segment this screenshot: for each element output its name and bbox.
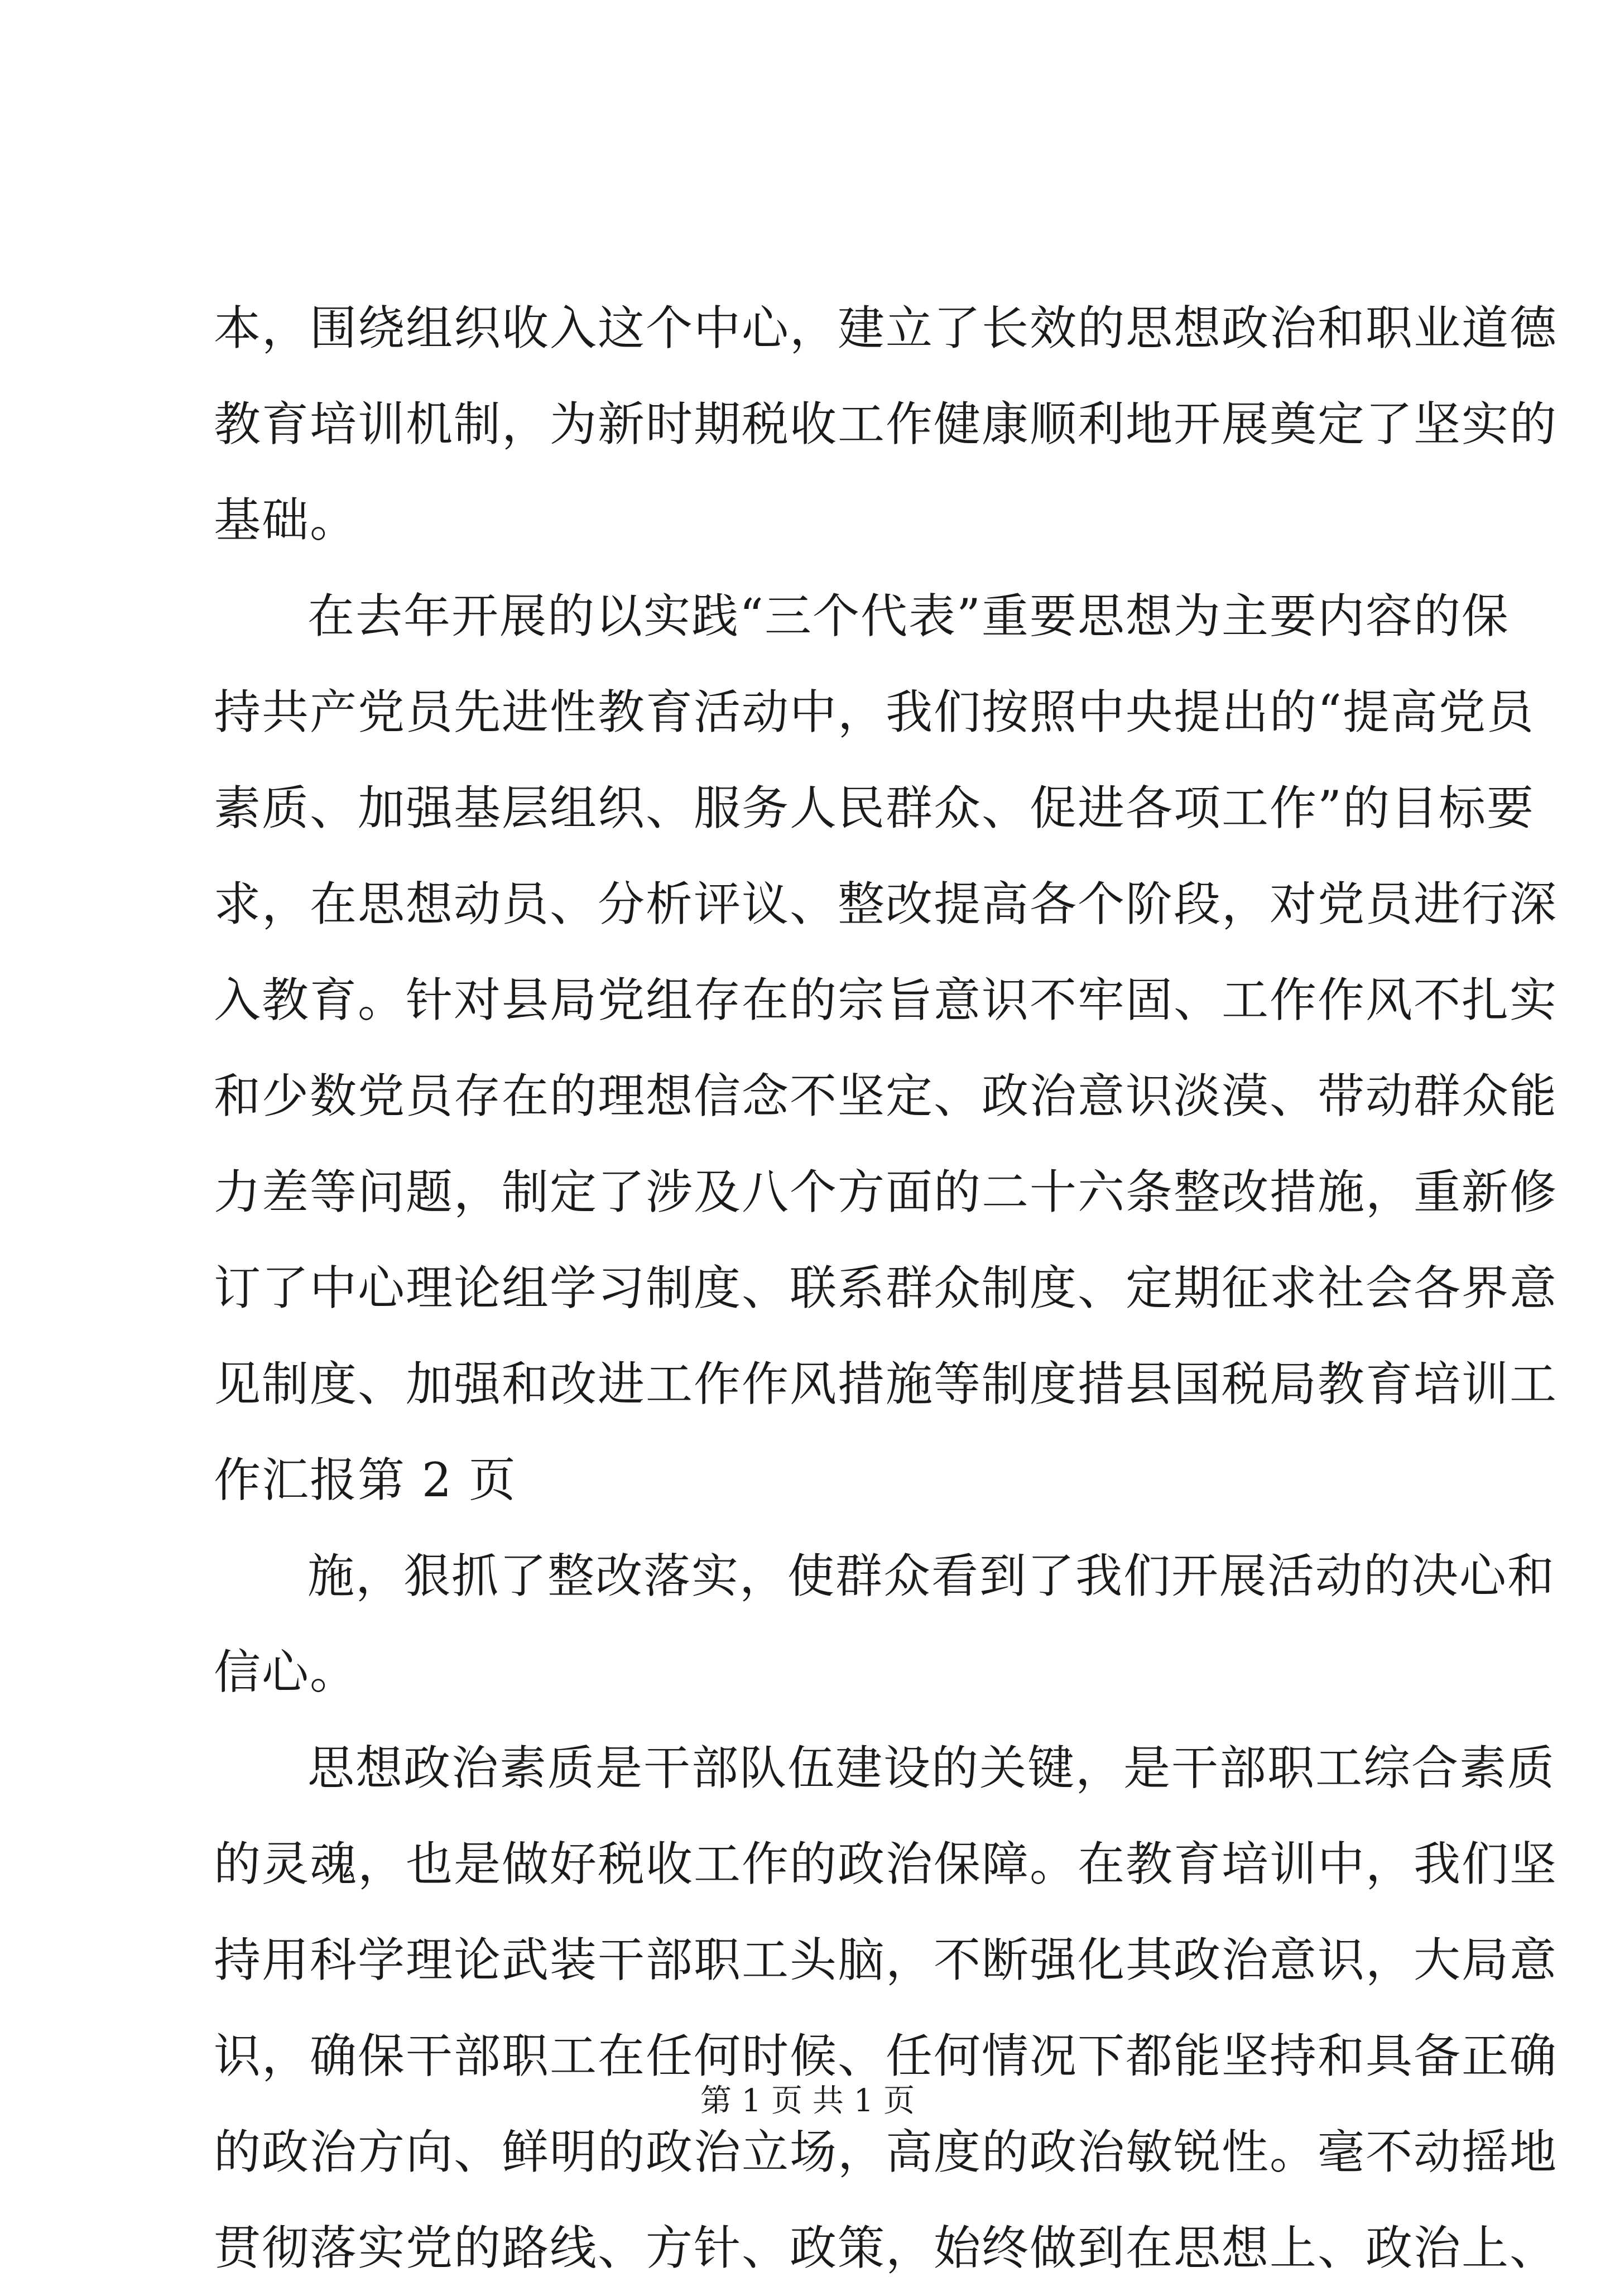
- text-line: 的灵魂，也是做好税收工作的政治保障。在教育培训中，我们坚: [214, 1837, 1558, 1891]
- text-line: 本，围绕组织收入这个中心，建立了长效的思想政治和职业道德: [214, 301, 1558, 356]
- text-line: 持共产党员先进性教育活动中，我们按照中央提出的“提高党员: [214, 685, 1535, 739]
- text-line: 入教育。针对县局党组存在的宗旨意识不牢固、工作作风不扎实: [214, 973, 1558, 1027]
- text-line: 作汇报第 2 页: [214, 1453, 517, 1507]
- text-line: 的政治方向、鲜明的政治立场，高度的政治敏锐性。毫不动摇地: [214, 2125, 1558, 2179]
- text-line: 订了中心理论组学习制度、联系群众制度、定期征求社会各界意: [214, 1261, 1558, 1315]
- paragraph-start-line: 施，狠抓了整改落实，使群众看到了我们开展活动的决心和: [307, 1549, 1556, 1603]
- text-line: 和少数党员存在的理想信念不坚定、政治意识淡漠、带动群众能: [214, 1069, 1558, 1123]
- text-line: 教育培训机制，为新时期税收工作健康顺利地开展奠定了坚实的: [214, 397, 1558, 451]
- text-line: 求，在思想动员、分析评议、整改提高各个阶段，对党员进行深: [214, 877, 1558, 931]
- text-line: 素质、加强基层组织、服务人民群众、促进各项工作”的目标要: [214, 781, 1535, 835]
- paragraph-start-line: 思想政治素质是干部队伍建设的关键，是干部职工综合素质: [307, 1741, 1556, 1795]
- text-line: 力差等问题，制定了涉及八个方面的二十六条整改措施，重新修: [214, 1165, 1558, 1219]
- page-number-label: 第 1 页 共 1 页: [700, 2083, 915, 2119]
- text-line: 持用科学理论武装干部职工头脑，不断强化其政治意识，大局意: [214, 1933, 1558, 1987]
- text-line: 贯彻落实党的路线、方针、政策，始终做到在思想上、政治上、: [214, 2221, 1558, 2275]
- text-line: 见制度、加强和改进工作作风措施等制度措县国税局教育培训工: [214, 1357, 1558, 1411]
- text-line: 信心。: [214, 1645, 358, 1699]
- page-footer: [0, 2076, 1615, 2121]
- text-line: 识，确保干部职工在任何时候、任何情况下都能坚持和具备正确: [214, 2029, 1558, 2083]
- paragraph-start-line: 在去年开展的以实践“三个代表”重要思想为主要内容的保: [307, 589, 1510, 643]
- text-line: 基础。: [214, 493, 358, 547]
- document-body: [214, 280, 1558, 2296]
